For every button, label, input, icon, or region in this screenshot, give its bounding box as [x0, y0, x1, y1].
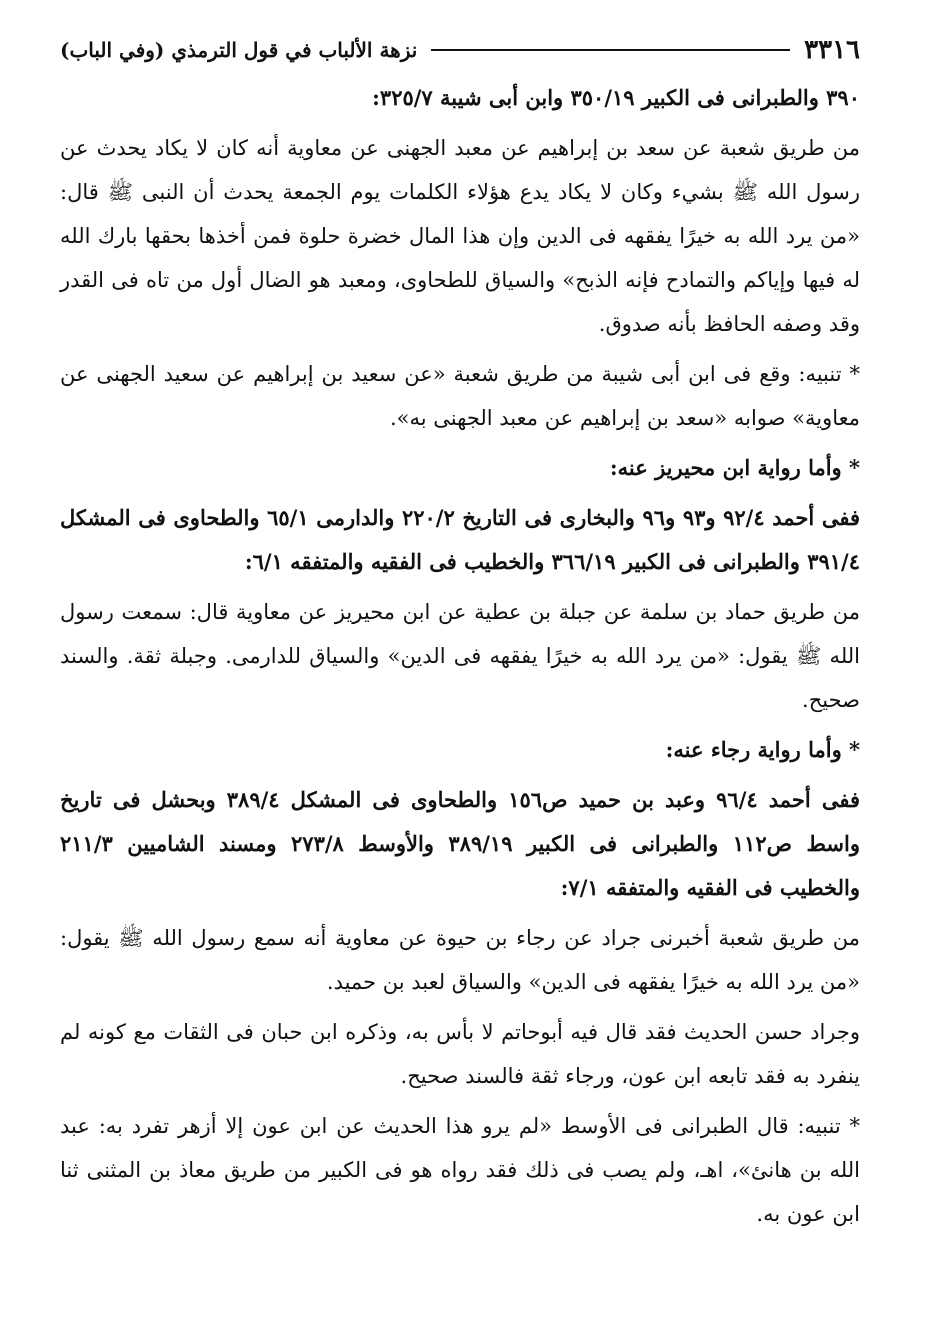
note-tanbih-1: * تنبيه: وقع فى ابن أبى شيبة من طريق شعبة «عن سعيد بن إبراهيم عن سعيد الجهنى عن معاوية» صوابه «سعد بن إبراهيم عن معبد الجهنى به».: [60, 362, 860, 430]
paragraph-hammad-chain: من طريق حماد بن سلمة عن جبلة بن عطية عن ابن محيريز عن معاوية قال: سمعت رسول الله ﷺ يقول: «من يرد الله به خيرًا يفقهه فى الدين» والسياق للدارمى. وجبلة ثقة. والسند صحيح.: [60, 600, 860, 712]
paragraph-sources-ibn-muhayriz: ففى أحمد ٩٢/٤ و٩٣ و٩٦ والبخارى فى التاريخ ٢٢٠/٢ والدارمى ٦٥/١ والطحاوى فى المشكل ٣٩١/٤ والطبرانى فى الكبير ٣٦٦/١٩ والخطيب فى الفقيه والمتفقه ٦/١:: [60, 505, 860, 574]
heading-ibn-muhayriz: * وأما رواية ابن محيريز عنه:: [609, 455, 860, 480]
paragraph-shuba-chain: من طريق شعبة عن سعد بن إبراهيم عن معبد الجهنى عن معاوية أنه كان لا يكاد يحدث عن رسول الله ﷺ بشيء وكان لا يكاد يدع هؤلاء الكلمات يوم الجمعة يحدث أن النبى ﷺ قال: «من يرد الله به خيرًا يفقهه فى الدين وإن هذا المال خضرة حلوة فمن أخذها بحقها بارك الله له فيها وإياكم والتمادح فإنه الذبح» والسياق للطحاوى، ومعبد هو الضال أول من تاه فى القدر وقد وصفه الحافظ بأنه صدوق.: [60, 136, 860, 336]
page-header: [60, 30, 860, 70]
header-rule: [431, 49, 790, 51]
note-tanbih-2: * تنبيه: قال الطبرانى فى الأوسط «لم يرو هذا الحديث عن ابن عون إلا أزهر تفرد به: عبد الله بن هانئ»، اهـ، ولم يصب فى ذلك فقد رواه هو فى الكبير من طريق معاذ بن المثنى ثنا ابن عون به.: [60, 1114, 860, 1226]
page-number: ٣٣١٦: [804, 35, 860, 65]
paragraph-sources-raja: ففى أحمد ٩٦/٤ وعبد بن حميد ص١٥٦ والطحاوى فى المشكل ٣٨٩/٤ وبحشل فى تاريخ واسط ص١١٢ والطبرانى فى الكبير ٣٨٩/١٩ والأوسط ٢٧٣/٨ ومسند الشاميين ٢١١/٣ والخطيب فى الفقيه والمتفقه ٧/١:: [60, 787, 860, 900]
book-page: [60, 30, 860, 1310]
paragraph-jarad-grading: وجراد حسن الحديث فقد قال فيه أبوحاتم لا بأس به، وذكره ابن حبان فى الثقات مع كونه لم ينفرد به فقد تابعه ابن عون، ورجاء ثقة فالسند صحيح.: [60, 1020, 860, 1088]
running-title: نزهة الألباب في قول الترمذي (وفي الباب): [60, 38, 418, 62]
heading-raja: * وأما رواية رجاء عنه:: [665, 737, 860, 762]
reference-390: ٣٩٠ والطبرانى فى الكبير ٣٥٠/١٩ وابن أبى شيبة ٣٢٥/٧:: [372, 85, 860, 110]
paragraph-jarad-chain: من طريق شعبة أخبرنى جراد عن رجاء بن حيوة عن معاوية أنه سمع رسول الله ﷺ يقول: «من يرد الله به خيرًا يفقهه فى الدين» والسياق لعبد بن حميد.: [60, 926, 860, 994]
